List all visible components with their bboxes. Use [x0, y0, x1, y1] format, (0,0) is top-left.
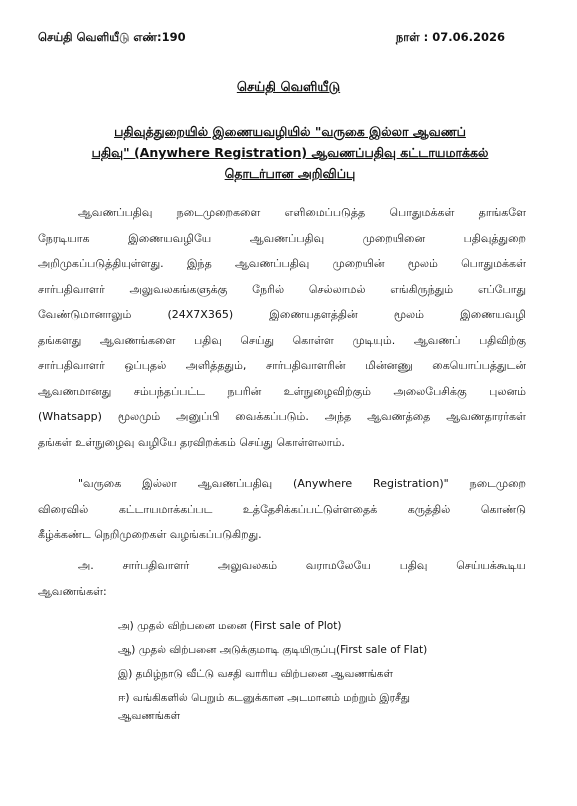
subject-heading — [60, 121, 520, 184]
guidelines-paragraph — [38, 471, 526, 548]
paragraph-line: ஆவணமானது சம்பந்தப்பட்ட நபரின் உள்நுழைவிற்கும் அலைபேசிக்கு புலனம் — [38, 384, 526, 398]
paragraph-line: தங்கள் உள்நுழைவு வழியே தரவிறக்கம் செய்து கொள்ளலாம். — [38, 435, 345, 449]
subject-line: பதிவு" (Anywhere Registration) ஆவணப்பதிவு கட்டாயமாக்கல் — [91, 145, 489, 160]
paragraph-line: சார்பதிவாளர் ஒப்புதல் அளித்ததும், சார்பதிவாளரின் மின்னணு கையொப்பத்துடன் — [38, 359, 526, 372]
paragraph-line: "வருகை இல்லா ஆவணப்பதிவு (Anywhere Registration)" நடைமுறை — [78, 477, 526, 490]
document-title: செய்தி வெளியீடு — [236, 80, 341, 95]
subject-line: தொடர்பான அறிவிப்பு — [224, 166, 356, 181]
release-date: நாள் : 07.06.2026 — [395, 30, 505, 44]
paragraph-line: கீழ்க்கண்ட நெறிமுறைகள் வழங்கப்படுகிறது. — [38, 528, 262, 541]
paragraph-line: (Whatsapp) மூலமும் அனுப்பி வைக்கப்படும். அந்த ஆவணத்தை ஆவணதாரர்கள் — [38, 410, 526, 423]
subject-line: பதிவுத்துறையில் இணையவழியில் "வருகை இல்லா ஆவணப் — [114, 124, 466, 139]
paragraph-line: விரைவில் கட்டாயமாக்கப்பட உத்தேசிக்கப்பட்டுள்ளதைக் கருத்தில் கொண்டு — [38, 502, 526, 516]
paragraph-line: அ. சார்பதிவாளர் அலுவலகம் வராமலேயே பதிவு செய்யக்கூடிய — [78, 559, 526, 572]
paragraph-line: ஆவணங்கள்: — [38, 584, 107, 598]
release-number: செய்தி வெளியீடு எண்:190 — [38, 30, 186, 44]
section-a-heading — [38, 553, 526, 604]
paragraph-line: சார்பதிவாளர் அலுவலகங்களுக்கு நேரில் செல்லாமல் எங்கிருந்தும் எப்போது — [38, 282, 526, 296]
paragraph-line: நேரடியாக இணையவழியே ஆவணப்பதிவு முறையினை பதிவுத்துறை — [38, 231, 526, 245]
paragraph-line: தங்களது ஆவணங்களை பதிவு செய்து கொள்ள முடியும். ஆவணப் பதிவிற்கு — [38, 333, 526, 347]
list-item: ஈ) வங்கிகளில் பெறும் கடனுக்கான அடமானம் மற்றும் இரசீது — [118, 692, 410, 704]
paragraph-line: வேண்டுமானாலும் (24X7X365) இணையதளத்தின் மூலம் இணையவழி — [38, 308, 526, 321]
list-item: ஆ) முதல் விற்பனை அடுக்குமாடி குடியிருப்பு(First sale of Flat) — [118, 644, 428, 656]
intro-paragraph — [38, 200, 526, 455]
list-item: அ) முதல் விற்பனை மனை (First sale of Plot) — [118, 620, 342, 632]
paragraph-line: ஆவணப்பதிவு நடைமுறைகளை எளிமைப்படுத்த பொதுமக்கள் தாங்களே — [78, 206, 526, 219]
paragraph-line: அறிமுகப்படுத்தியுள்ளது. இந்த ஆவணப்பதிவு முறையின் மூலம் பொதுமக்கள் — [38, 257, 526, 270]
list-item-continuation: ஆவணங்கள் — [118, 710, 181, 722]
list-item: இ) தமிழ்நாடு வீட்டு வசதி வாரிய விற்பனை ஆவணங்கள் — [118, 668, 393, 680]
